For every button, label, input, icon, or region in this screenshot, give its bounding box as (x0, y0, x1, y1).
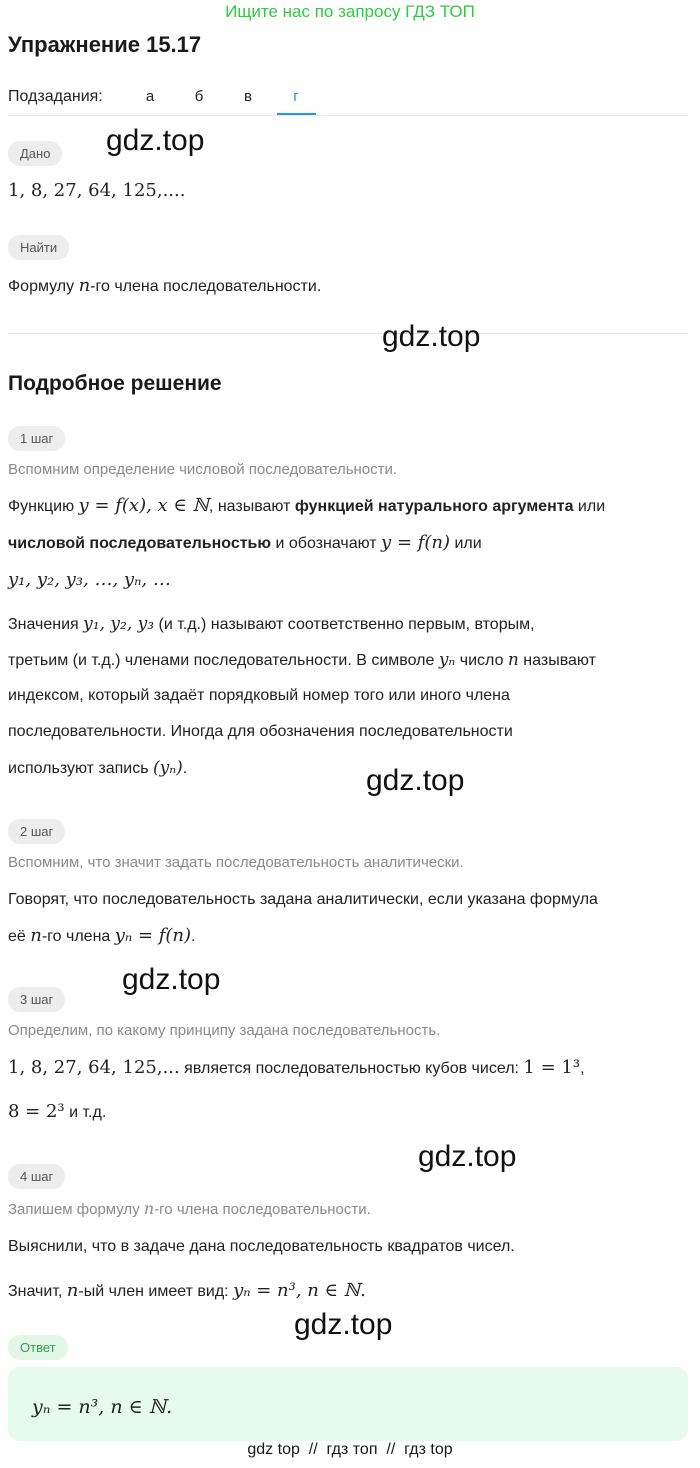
step4-paragraph-line2: Значит, n-ый член имеет вид: yₙ = n³, n ∈ ℕ. (8, 1280, 366, 1301)
step1-hint: Вспомним определение числовой последовательности. (8, 461, 398, 478)
step1-sequence-notation: y₁, y₂, y₃, …, yₙ, … (8, 569, 171, 590)
subtasks-label: Подзадания: (8, 88, 103, 105)
given-sequence: 1, 8, 27, 64, 125,.... (8, 180, 186, 201)
search-banner: Ищите нас по запросу ГДЗ ТОП (225, 2, 475, 21)
tab-g[interactable]: г (293, 88, 299, 105)
step4-hint: Запишем формулу n-го члена последовательности. (8, 1199, 371, 1218)
step3-paragraph-line1: 1, 8, 27, 64, 125,... является последовательностью кубов чисел: 1 = 1³, (8, 1057, 585, 1078)
step3-tag: 3 шаг (8, 987, 65, 1012)
tab-b[interactable]: б (194, 88, 204, 105)
step2-paragraph-line1: Говорят, что последовательность задана аналитически, если указана формула (8, 891, 598, 908)
find-text: Формулу n-го члена последовательности. (8, 275, 322, 296)
step1-paragraph-line6: индексом, который задаёт порядковый номер того или иного члена (8, 687, 510, 704)
divider (8, 333, 688, 334)
step4-paragraph-line1: Выяснили, что в задаче дана последовательность квадратов чисел. (8, 1238, 515, 1255)
watermark: gdz.top (106, 124, 205, 157)
watermark: gdz.top (366, 764, 465, 797)
step1-paragraph-line4: Значения y₁, y₂, y₃ (и т.д.) называют соответственно первым, вторым, (8, 614, 535, 634)
tabs-divider (8, 115, 688, 116)
step1-paragraph-line8: используют запись (yₙ). (8, 758, 188, 778)
watermark: gdz.top (418, 1140, 517, 1173)
watermark: gdz.top (122, 963, 221, 996)
step2-tag: 2 шаг (8, 819, 65, 844)
footer-links: gdz top // гдз топ // гдз top (247, 1441, 453, 1458)
find-tag: Найти (8, 235, 69, 260)
step1-paragraph-line1: Функцию y = f(x), x ∈ ℕ, называют функцией натурального аргумента или (8, 495, 606, 516)
answer-formula: yₙ = n³, n ∈ ℕ. (32, 1396, 173, 1418)
step3-hint: Определим, по какому принципу задана последовательность. (8, 1022, 441, 1039)
step2-paragraph-line2: её n-го члена yₙ = f(n). (8, 925, 196, 946)
step1-tag: 1 шаг (8, 426, 65, 451)
step2-hint: Вспомним, что значит задать последовательность аналитически. (8, 854, 464, 871)
step3-paragraph-line2: 8 = 2³ и т.д. (8, 1101, 107, 1122)
watermark: gdz.top (382, 320, 481, 353)
solution-title: Подробное решение (8, 372, 222, 395)
tab-a[interactable]: а (145, 88, 155, 105)
step1-paragraph-line7: последовательности. Иногда для обозначения последовательности (8, 723, 513, 740)
watermark: gdz.top (294, 1308, 393, 1341)
answer-tag: Ответ (8, 1335, 68, 1360)
step1-paragraph-line2: числовой последовательностью и обозначают y = f(n) или (8, 532, 482, 553)
tab-v[interactable]: в (244, 88, 252, 105)
active-tab-indicator (277, 113, 316, 115)
given-tag: Дано (8, 141, 62, 166)
step4-tag: 4 шаг (8, 1164, 65, 1189)
step1-paragraph-line5: третьим (и т.д.) членами последовательности. В символе yₙ число n называют (8, 650, 596, 670)
page-title: Упражнение 15.17 (8, 32, 202, 57)
